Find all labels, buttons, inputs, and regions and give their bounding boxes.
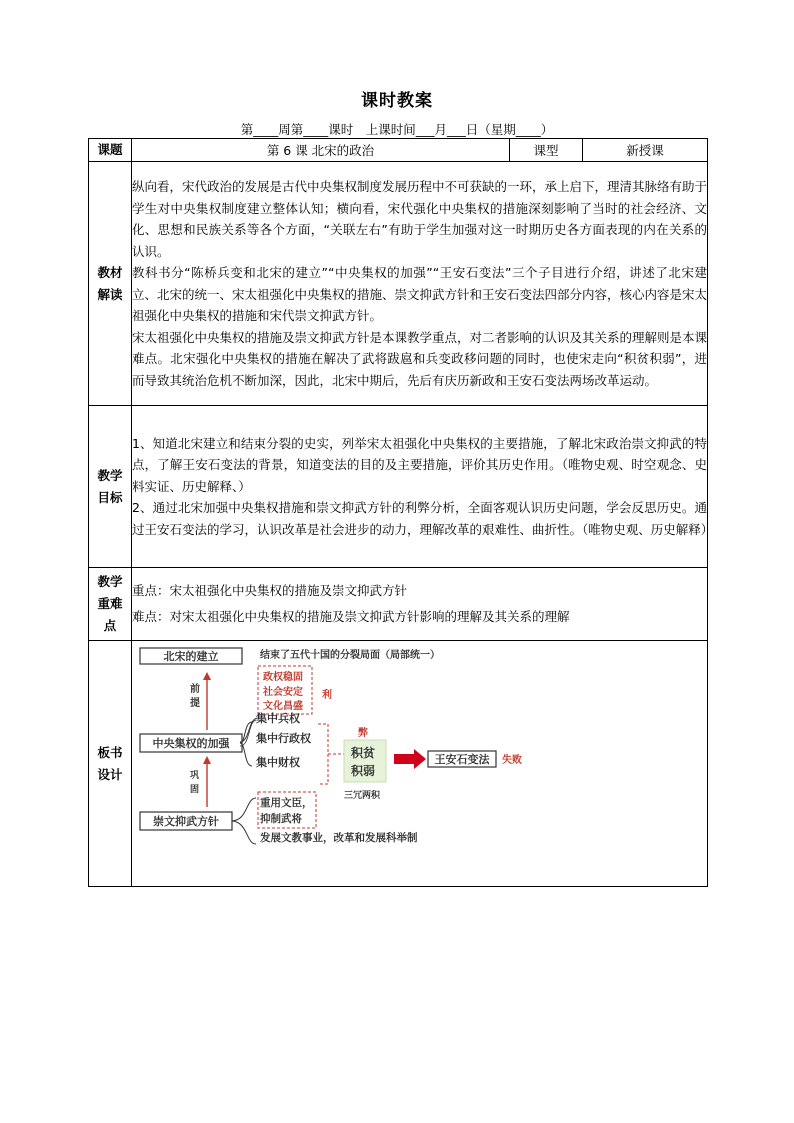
- premise-char: 前: [190, 684, 200, 695]
- page-title: 课时教案: [361, 91, 433, 111]
- reform-arrow: [394, 749, 426, 769]
- topic-row: [89, 139, 708, 162]
- policy-item: 发展文教事业，改革和发展科举制: [260, 832, 418, 844]
- material-paragraph: 纵向看，宋代政治的发展是古代中央集权制度发展历程中不可获缺的一环，承上启下，理清其脉络有助于学生对中央集权制度建立整体认知；横向看，宋代强化中央集权的措施深刻影响了当时的社会经济、文化、思想和民族关系等各个方面，“关联左右”有助于学生加强对这一时期历史各方面表现的内在关系的认识。: [132, 179, 708, 259]
- board-content: [132, 641, 708, 887]
- topic-label: 课题: [89, 139, 132, 162]
- goal-item: 1、知道北宋建立和结束分裂的史实，列举宋太祖强化中央集权的主要措施，了解北宋政治崇文抑武的特点，了解王安石变法的背景，知道变法的目的及主要措施，评价其历史作用。（唯物史观、时空观念、史料实证、历史解释、）: [132, 435, 707, 494]
- benefit-item: 文化昌盛: [263, 701, 303, 712]
- reform-box-text: 王安石变法: [434, 753, 490, 766]
- three-redundancies: 三冗两积: [344, 791, 381, 801]
- blackboard-svg: [132, 642, 706, 885]
- keypoints-row: [89, 568, 708, 641]
- measure-item: 集中兵权: [256, 712, 300, 725]
- harm-label: 弊: [358, 728, 368, 739]
- measure-item: 集中行政权: [256, 732, 311, 745]
- material-paragraph: 教科书分“陈桥兵变和北宋的建立”“中央集权的加强”“王安石变法”三个子目进行介绍，讲述了北宋建立、北宋的统一、宋太祖强化中央集权的措施、崇文抑武方针和王安石变法四部分内容，核心内容是宋太祖强化中央集权的措施和宋代崇文抑武方针。: [132, 265, 708, 323]
- board-row: [89, 641, 708, 887]
- policy-item: 重用文臣，: [260, 797, 313, 809]
- schedule-line: 第____周第____课时 上课时间___月___日（星期____）: [240, 122, 554, 137]
- goals-row: [89, 406, 708, 568]
- key-point: 重点：宋太祖强化中央集权的措施及崇文抑武方针: [132, 583, 408, 598]
- weak-item: 积贫: [351, 746, 376, 760]
- premise-char: 提: [190, 698, 200, 709]
- material-content: [132, 162, 708, 406]
- lesson-type-value: 新授课: [583, 139, 708, 162]
- harm-bracket: [318, 724, 328, 784]
- consolidate-arrowhead: [203, 756, 211, 764]
- measure-item: 集中财权: [256, 756, 300, 769]
- policy-bracket: [232, 798, 256, 844]
- material-paragraph: 宋太祖强化中央集权的措施及崇文抑武方针是本课教学重点，对二者影响的认识及其关系的理解则是本课难点。北宋强化中央集权的措施在解决了武将跋扈和兵变政移问题的同时，也使宋走向“积贫积弱”，进而导致其统治危机不断加深，因此，北宋中期后，先后有庆历新政和王安石变法两场改革运动。: [132, 329, 708, 388]
- benefit-item: 社会安定: [263, 687, 303, 698]
- keypoints-content: [132, 568, 708, 641]
- blackboard-diagram: [132, 642, 707, 885]
- goals-content: [132, 406, 714, 568]
- lesson-plan-table: [88, 138, 714, 887]
- benefit-item: 政权稳固: [263, 672, 303, 683]
- policy-box-text: 崇文抑武方针: [153, 815, 219, 828]
- lesson-type-label: 课型: [510, 139, 583, 162]
- consolidate-char: 固: [190, 785, 200, 795]
- difficult-point: 难点：对宋太祖强化中央集权的措施及崇文抑武方针影响的理解及其关系的理解: [132, 609, 570, 624]
- goal-item: 2、通过北宋加强中央集权措施和崇文抑武方针的利弊分析，全面客观认识历史问题，学会反思历史。通过王安石变法的学习，认识改革是社会进步的动力，理解改革的艰难性、曲折性。（唯物史观、历史解释）: [132, 500, 714, 537]
- policy-item: 抑制武将: [260, 813, 302, 825]
- keypoints-label: 教学 重难 点: [89, 568, 132, 641]
- central-box-text: 中央集权的加强: [152, 737, 230, 750]
- topic-value: 第 6 课 北宋的政治: [132, 139, 510, 162]
- premise-arrowhead: [203, 672, 211, 680]
- goals-label: 教学 目标: [89, 406, 132, 568]
- fail-label: 失败: [502, 755, 522, 766]
- founding-box-text: 北宋的建立: [163, 650, 219, 663]
- board-label: 板书 设计: [89, 641, 132, 887]
- consolidate-char: 巩: [190, 771, 200, 781]
- material-label: 教材 解读: [89, 162, 132, 406]
- benefit-label: 利: [322, 690, 332, 701]
- weak-item: 积弱: [351, 764, 376, 778]
- founding-note: 结束了五代十国的分裂局面（局部统一）: [260, 650, 440, 661]
- material-row: [89, 162, 708, 406]
